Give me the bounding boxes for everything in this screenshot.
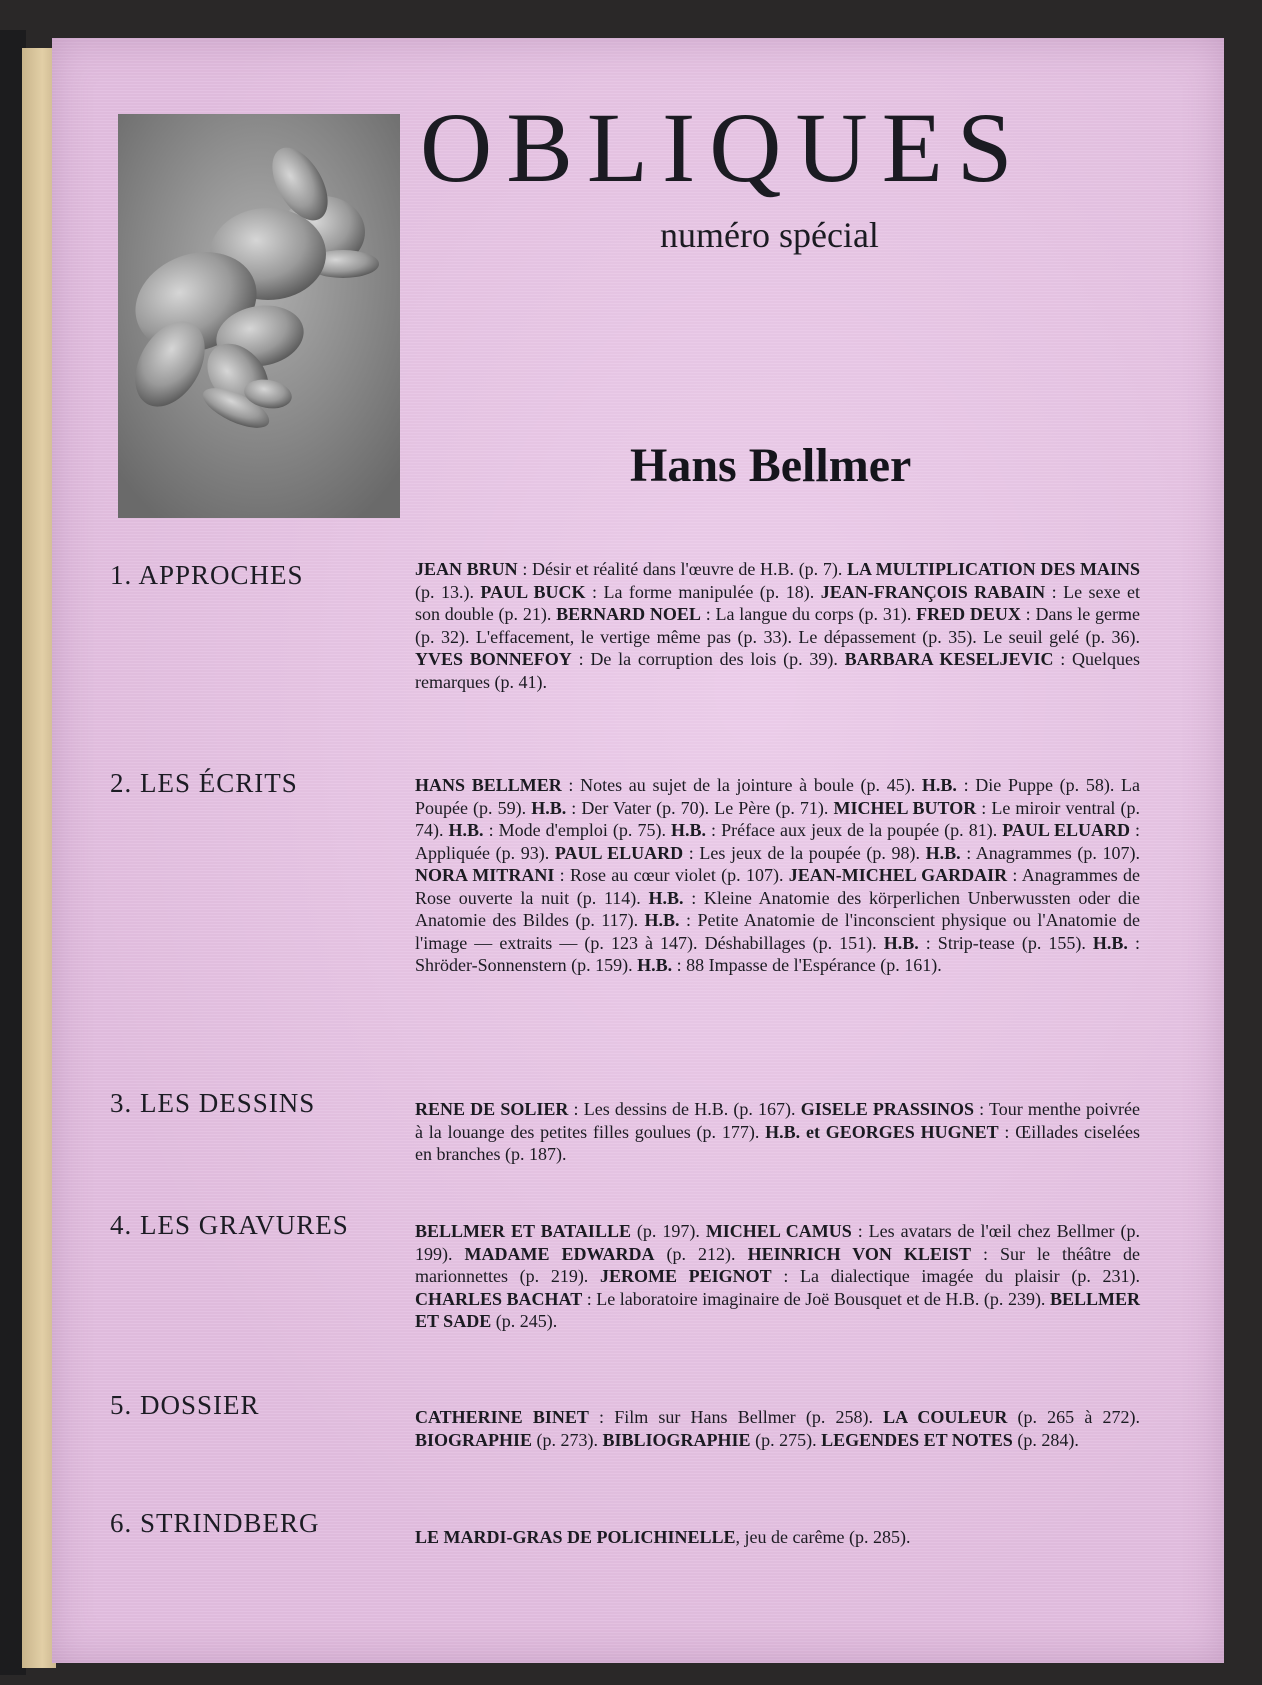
section-5-label: 5. DOSSIER	[110, 1390, 260, 1420]
entry-text: : Le miroir ventral (p. 74).	[415, 797, 1140, 840]
entry-text: : Les dessins de H.B. (p. 167).	[568, 1099, 801, 1119]
entry-text: : Les avatars de l'œil chez Bellmer (p. 199).	[415, 1221, 1140, 1264]
entry-text: : Anagrammes (p. 107).	[960, 842, 1140, 863]
contributor-name: CATHERINE BINET	[415, 1407, 589, 1427]
contributor-name: BIOGRAPHIE	[415, 1429, 533, 1450]
contributor-name: H.B.	[1092, 932, 1128, 953]
section-5-contents	[415, 1406, 1140, 1451]
entry-text: : Désir et réalité dans l'œuvre de H.B. (p. 7).	[517, 559, 847, 579]
contributor-name: BELLMER ET BATAILLE	[415, 1221, 631, 1241]
contributor-name: MICHEL BUTOR	[833, 797, 977, 818]
entry-text: : Strip-tease (p. 155).	[918, 932, 1093, 953]
doll-illustration	[118, 114, 400, 518]
entry-text: : Shröder-Sonnenstern (p. 159).	[415, 932, 1140, 975]
entry-text: (p. 197).	[630, 1221, 706, 1241]
entry-text: : De la corruption des lois (p. 39).	[571, 649, 845, 669]
entry-text: : Œillades ciselées en branches (p. 187).	[415, 1121, 1141, 1164]
contributor-name: LE MARDI-GRAS DE POLICHINELLE	[415, 1527, 736, 1547]
section-3-contents	[415, 1098, 1140, 1166]
entry-text: (p. 13.).	[415, 581, 481, 602]
contributor-name: PAUL ELUARD	[554, 842, 684, 863]
contributor-name: LA COULEUR	[883, 1407, 1008, 1427]
contributor-name: BELLMER ET SADE	[415, 1288, 1140, 1331]
journal-subtitle: numéro spécial	[660, 215, 879, 255]
section-1-label: 1. APPROCHES	[110, 560, 304, 590]
entry-text: : La dialectique imagée du plaisir (p. 231).	[771, 1266, 1141, 1286]
contributor-name: H.B.	[921, 775, 957, 795]
entry-text: : Petite Anatomie de l'inconscient physique ou l'Anatomie de l'image — extraits — (p. 123 à 147). Déshabillages (p. 151).	[415, 910, 1140, 953]
contributor-name: NORA MITRANI	[415, 865, 555, 885]
contributor-name: JEAN BRUN	[415, 559, 518, 579]
contributor-name: FRED DEUX	[916, 604, 1021, 624]
entry-text: : Die Puppe (p. 58). La Poupée (p. 59).	[415, 775, 1140, 818]
entry-text: (p. 212).	[654, 1243, 748, 1264]
contributor-name: H.B.	[637, 955, 673, 975]
section-4-contents	[415, 1220, 1140, 1333]
entry-text: : Notes au sujet de la jointure à boule (p. 45).	[561, 775, 922, 795]
entry-text: : Der Vater (p. 70). Le Père (p. 71).	[566, 797, 834, 818]
section-1-contents	[415, 558, 1140, 693]
entry-text: (p. 245).	[491, 1311, 558, 1331]
contributor-name: BIBLIOGRAPHIE	[602, 1429, 751, 1450]
entry-text: : Film sur Hans Bellmer (p. 258).	[588, 1407, 884, 1427]
entry-text: : La forme manipulée (p. 18).	[585, 581, 821, 602]
contributor-name: JEAN-MICHEL GARDAIR	[788, 865, 1008, 885]
contributor-name: JEAN-FRANÇOIS RABAIN	[820, 581, 1046, 602]
contributor-name: GISELE PRASSINOS	[800, 1099, 974, 1119]
entry-text: (p. 273).	[532, 1429, 603, 1450]
contributor-name: RENE DE SOLIER	[415, 1099, 569, 1119]
section-6-contents	[415, 1526, 1140, 1549]
entry-text: (p. 265 à 272).	[1007, 1407, 1140, 1427]
entry-text: : Préface aux jeux de la poupée (p. 81).	[706, 820, 1003, 840]
contributor-name: LEGENDES ET NOTES	[821, 1429, 1013, 1450]
entry-text: : Rose au cœur violet (p. 107).	[554, 865, 789, 885]
entry-text: (p. 275).	[750, 1429, 822, 1450]
journal-title: OBLIQUES	[420, 92, 1027, 203]
contributor-name: MICHEL CAMUS	[705, 1221, 852, 1241]
contributor-name: LA MULTIPLICATION DES MAINS	[846, 559, 1140, 579]
entry-text: : Les jeux de la poupée (p. 98).	[683, 842, 926, 863]
contributor-name: MADAME EDWARDA	[464, 1243, 655, 1264]
entry-text: : Appliquée (p. 93).	[415, 820, 1140, 863]
contributor-name: CHARLES BACHAT	[415, 1288, 583, 1309]
entry-text: : Anagrammes de Rose ouverte la nuit (p. 114).	[415, 865, 1141, 908]
section-4-label: 4. LES GRAVURES	[110, 1210, 349, 1240]
contributor-name: H.B. et GEORGES HUGNET	[765, 1121, 999, 1142]
contributor-name: H.B.	[531, 797, 567, 818]
contributor-name: YVES BONNEFOY	[415, 649, 572, 669]
entry-text: : 88 Impasse de l'Espérance (p. 161).	[672, 955, 942, 975]
entry-text: : Sur le théâtre de marionnettes (p. 219).	[415, 1243, 1140, 1286]
contributor-name: HANS BELLMER	[415, 775, 562, 795]
contributor-name: PAUL BUCK	[480, 581, 586, 602]
entry-text: : Le sexe et son double (p. 21).	[415, 581, 1140, 624]
section-3-label: 3. LES DESSINS	[110, 1088, 316, 1118]
contributor-name: PAUL ELUARD	[1002, 820, 1130, 840]
section-6-label: 6. STRINDBERG	[110, 1508, 320, 1538]
contributor-name: BARBARA KESELJEVIC	[844, 649, 1054, 669]
entry-text: : Le laboratoire imaginaire de Joë Bousquet et de H.B. (p. 239).	[582, 1288, 1050, 1309]
contributor-name: H.B.	[670, 820, 706, 840]
contributor-name: H.B.	[648, 887, 684, 908]
contributor-name: BERNARD NOEL	[556, 604, 701, 624]
contributor-name: JEROME PEIGNOT	[600, 1266, 772, 1286]
entry-text: , jeu de carême (p. 285).	[735, 1527, 911, 1547]
entry-text: : La langue du corps (p. 31).	[700, 604, 917, 624]
contributor-name: H.B.	[448, 820, 484, 840]
contributor-name: HEINRICH VON KLEIST	[747, 1243, 971, 1264]
contributor-name: H.B.	[644, 910, 680, 930]
doll-photograph	[118, 114, 400, 518]
entry-text: (p. 284).	[1012, 1429, 1079, 1450]
book-spine-strip	[22, 48, 56, 1668]
entry-text: : Dans le germe (p. 32). L'effacement, le vertige même pas (p. 33). Le dépassement (p. 35). Le seuil gelé (p. 36).	[415, 604, 1140, 647]
entry-text: : Quelques remarques (p. 41).	[415, 649, 1141, 692]
entry-text: : Kleine Anatomie des körperlichen Unberwussten oder die Anatomie des Bildes (p. 117).	[415, 887, 1140, 930]
entry-text: : Mode d'emploi (p. 75).	[483, 820, 671, 840]
section-2-contents	[415, 774, 1140, 977]
section-2-label: 2. LES ÉCRITS	[110, 768, 298, 798]
issue-author: Hans Bellmer	[630, 439, 912, 492]
contributor-name: H.B.	[925, 842, 961, 863]
entry-text: : Tour menthe poivrée à la louange des petites filles goulues (p. 177).	[415, 1099, 1140, 1142]
contributor-name: H.B.	[883, 932, 919, 953]
